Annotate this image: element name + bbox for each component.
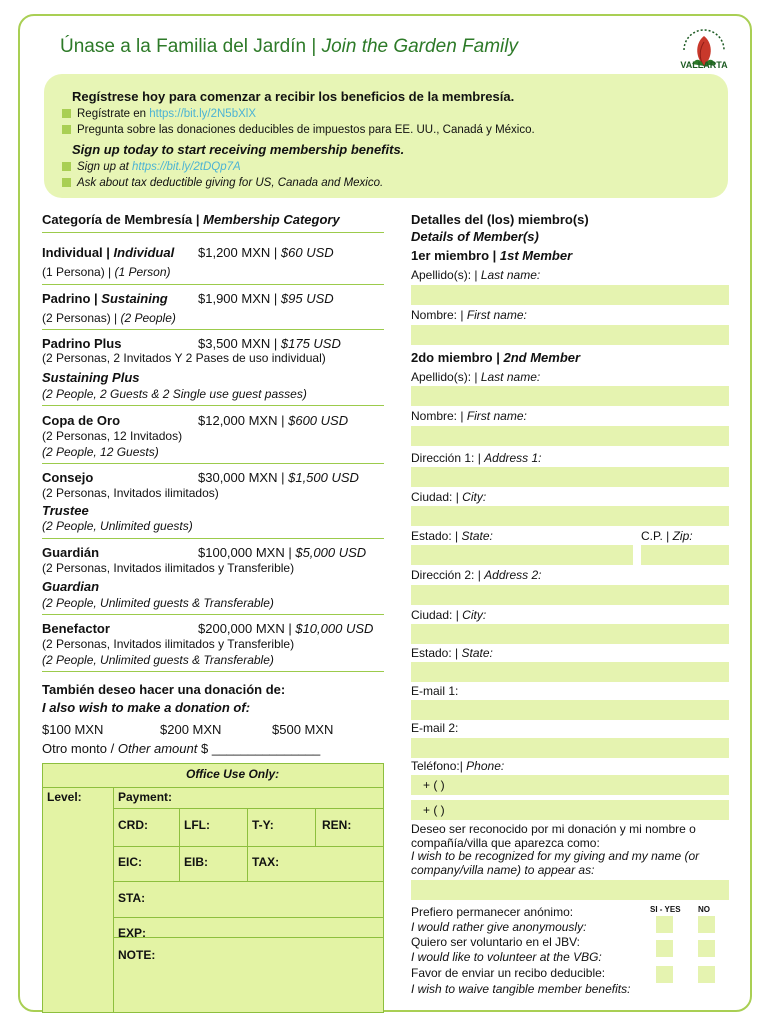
divider — [42, 538, 384, 539]
promo-line1-en: Sign up at https://bit.ly/2tDQp7A — [62, 161, 241, 173]
tier-gold-desc-en: (2 People, 12 Guests) — [42, 445, 159, 459]
office-use-box — [42, 763, 384, 1013]
city1-label: Ciudad: | City: — [411, 490, 487, 504]
m1-lastname-input[interactable] — [411, 285, 729, 305]
address1-input[interactable] — [411, 467, 729, 487]
office-tax: TAX: — [252, 855, 280, 869]
state1-input[interactable] — [411, 545, 633, 565]
office-lfl: LFL: — [184, 818, 210, 832]
recognition-name-input[interactable] — [411, 880, 729, 900]
tier-trustee-name-en: Trustee — [42, 503, 89, 518]
q3-es: Favor de enviar un recibo deducible: — [411, 966, 606, 980]
tier-guardian-name-en: Guardian — [42, 579, 100, 594]
tier-sustaining-name[interactable]: Padrino | Sustaining — [42, 291, 168, 306]
phone-label: Teléfono:| Phone: — [411, 759, 505, 773]
city2-label: Ciudad: | City: — [411, 608, 487, 622]
title-es: Únase a la Familia del Jardín | — [60, 36, 317, 57]
office-ren: REN: — [322, 818, 352, 832]
bullet-icon — [62, 109, 71, 118]
tier-sustaining-price: $1,900 MXN | $95 USD — [198, 291, 334, 306]
promo-line1-es: Regístrate en https://bit.ly/2N5bXlX — [62, 108, 256, 120]
email2-label: E-mail 2: — [411, 721, 459, 735]
tier-benefactor-desc-en: (2 People, Unlimited guests & Transferable) — [42, 653, 274, 667]
office-crd: CRD: — [118, 818, 148, 832]
address2-label: Dirección 2: | Address 2: — [411, 568, 542, 582]
tier-sustaining-plus-name[interactable]: Padrino Plus — [42, 336, 122, 351]
q1-es: Prefiero permanecer anónimo: — [411, 905, 574, 919]
donation-heading-en: I also wish to make a donation of: — [42, 700, 251, 715]
tier-gold-name[interactable]: Copa de Oro — [42, 413, 121, 428]
page-title — [60, 36, 518, 58]
divider — [42, 232, 384, 233]
donation-option-100[interactable]: $100 MXN — [42, 722, 104, 737]
divider — [42, 284, 384, 285]
tier-sustaining-desc: (2 Personas) | (2 People) — [42, 311, 176, 325]
address2-input[interactable] — [411, 585, 729, 605]
zip1-input[interactable] — [641, 545, 729, 565]
q3-yes-checkbox[interactable] — [656, 966, 673, 983]
divider — [42, 329, 384, 330]
donation-option-200[interactable]: $200 MXN — [160, 722, 222, 737]
email1-label: E-mail 1: — [411, 684, 459, 698]
promo-heading-es: Regístrese hoy para comenzar a recibir los beneficios de la membresía. — [72, 89, 515, 104]
yes-column-header: SI - YES — [650, 905, 681, 914]
donation-heading-es: También deseo hacer una donación de: — [42, 682, 286, 697]
tier-trustee-desc-es: (2 Personas, Invitados ilimitados) — [42, 486, 219, 500]
donation-other[interactable]: Otro monto / Other amount $ _______________ — [42, 741, 321, 756]
tier-benefactor-desc-es: (2 Personas, Invitados ilimitados y Transferible) — [42, 637, 295, 651]
bullet-icon — [62, 178, 71, 187]
q2-es: Quiero ser voluntario en el JBV: — [411, 935, 580, 949]
tier-guardian-price: $100,000 MXN | $5,000 USD — [198, 545, 367, 560]
state2-label: Estado: | State: — [411, 646, 493, 660]
q1-yes-checkbox[interactable] — [656, 916, 673, 933]
m2-firstname-label: Nombre: | First name: — [411, 409, 527, 423]
tier-sustaining-plus-name-en: Sustaining Plus — [42, 370, 140, 385]
membership-heading: Categoría de Membresía | Membership Category — [42, 212, 340, 227]
tier-individual-price: $1,200 MXN | $60 USD — [198, 245, 334, 260]
q2-no-checkbox[interactable] — [698, 940, 715, 957]
email2-input[interactable] — [411, 738, 729, 758]
state1-label: Estado: | State: — [411, 529, 493, 543]
members-heading-es: Detalles del (los) miembro(s) — [411, 212, 589, 227]
first-member-heading: 1er miembro | 1st Member — [411, 248, 573, 263]
no-column-header: NO — [698, 905, 710, 914]
signup-link-en[interactable]: https://bit.ly/2tDQp7A — [132, 161, 241, 173]
title-en: Join the Garden Family — [321, 36, 518, 57]
m1-firstname-label: Nombre: | First name: — [411, 308, 527, 322]
recognize-text-en: I wish to be recognized for my giving and my name (or company/villa name) to appear as: — [411, 849, 700, 877]
q1-en: I would rather give anonymously: — [411, 920, 587, 934]
tier-individual-desc: (1 Persona) | (1 Person) — [42, 265, 171, 279]
tier-trustee-price: $30,000 MXN | $1,500 USD — [198, 470, 359, 485]
tier-sustaining-plus-desc-en: (2 People, 2 Guests & 2 Single use guest passes) — [42, 387, 307, 401]
office-sta: STA: — [118, 891, 146, 905]
phone1-input[interactable]: + ( ) — [411, 775, 729, 795]
state2-input[interactable] — [411, 662, 729, 682]
office-note: NOTE: — [118, 948, 156, 962]
q3-no-checkbox[interactable] — [698, 966, 715, 983]
tier-gold-desc-es: (2 Personas, 12 Invitados) — [42, 429, 183, 443]
logo-text: VALLARTA — [680, 60, 728, 70]
office-title: Office Use Only: — [186, 767, 280, 781]
divider — [42, 614, 384, 615]
email1-input[interactable] — [411, 700, 729, 720]
city1-input[interactable] — [411, 506, 729, 526]
tier-guardian-desc-en: (2 People, Unlimited guests & Transferable) — [42, 596, 274, 610]
tier-individual-name[interactable]: Individual | Individual — [42, 245, 175, 260]
tier-benefactor-name[interactable]: Benefactor — [42, 621, 110, 636]
office-exp: EXP: — [118, 926, 147, 940]
m1-firstname-input[interactable] — [411, 325, 729, 345]
m1-lastname-label: Apellido(s): | Last name: — [411, 268, 541, 282]
second-member-heading: 2do miembro | 2nd Member — [411, 350, 581, 365]
signup-link-es[interactable]: https://bit.ly/2N5bXlX — [149, 108, 256, 120]
q3-en: I wish to waive tangible member benefits: — [411, 982, 631, 996]
tier-guardian-name[interactable]: Guardián — [42, 545, 100, 560]
phone2-input[interactable]: + ( ) — [411, 800, 729, 820]
tier-sustaining-plus-desc-es: (2 Personas, 2 Invitados Y 2 Pases de uso individual) — [42, 351, 326, 365]
tier-guardian-desc-es: (2 Personas, Invitados ilimitados y Transferible) — [42, 561, 295, 575]
tier-gold-price: $12,000 MXN | $600 USD — [198, 413, 349, 428]
tier-trustee-name[interactable]: Consejo — [42, 470, 94, 485]
city2-input[interactable] — [411, 624, 729, 644]
divider — [42, 671, 384, 672]
promo-line2-en: Ask about tax deductible giving for US, Canada and Mexico. — [62, 177, 383, 189]
divider — [42, 405, 384, 406]
address1-label: Dirección 1: | Address 1: — [411, 451, 542, 465]
q1-no-checkbox[interactable] — [698, 916, 715, 933]
other-amount-field[interactable]: $ _______________ — [201, 741, 321, 756]
bullet-icon — [62, 162, 71, 171]
office-eib: EIB: — [184, 855, 208, 869]
members-heading-en: Details of Member(s) — [411, 229, 539, 244]
office-level: Level: — [47, 790, 82, 804]
divider — [42, 463, 384, 464]
m2-lastname-label: Apellido(s): | Last name: — [411, 370, 541, 384]
zip1-label: C.P. | Zip: — [641, 529, 693, 543]
tier-benefactor-price: $200,000 MXN | $10,000 USD — [198, 621, 374, 636]
q2-en: I would like to volunteer at the VBG: — [411, 950, 602, 964]
promo-line2-es: Pregunta sobre las donaciones deducibles de impuestos para EE. UU., Canadá y México. — [62, 124, 535, 136]
office-ty: T-Y: — [252, 818, 274, 832]
bullet-icon — [62, 125, 71, 134]
donation-option-500[interactable]: $500 MXN — [272, 722, 334, 737]
m2-firstname-input[interactable] — [411, 426, 729, 446]
m2-lastname-input[interactable] — [411, 386, 729, 406]
promo-heading-en: Sign up today to start receiving membership benefits. — [72, 142, 405, 157]
tier-sustaining-plus-price: $3,500 MXN | $175 USD — [198, 336, 341, 351]
q2-yes-checkbox[interactable] — [656, 940, 673, 957]
recognize-text-es: Deseo ser reconocido por mi donación y mi nombre o compañía/villa que aparezca como: — [411, 822, 696, 850]
office-payment: Payment: — [118, 790, 173, 804]
office-eic: EIC: — [118, 855, 142, 869]
tier-trustee-desc-en: (2 People, Unlimited guests) — [42, 519, 193, 533]
